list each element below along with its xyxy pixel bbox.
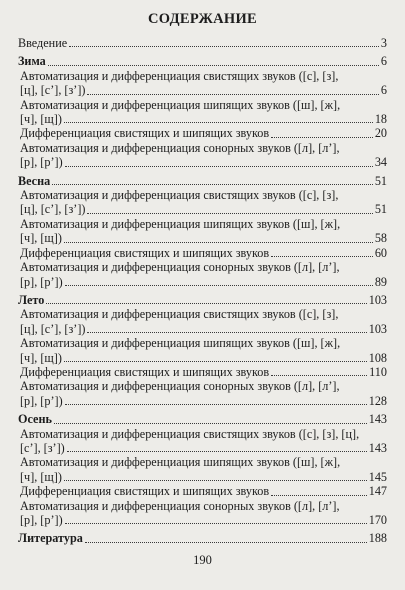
toc-entry-line: Автоматизация и дифференциация свистящих звуков ([с], [з],: [20, 188, 339, 203]
leader-dots: [64, 480, 367, 481]
toc-page-number: 143: [368, 440, 387, 455]
leader-dots: [271, 256, 373, 257]
toc-section-label: Весна: [18, 173, 51, 188]
leader-dots: [48, 65, 379, 66]
toc-section-label: Зима: [18, 54, 46, 69]
leader-dots: [64, 361, 367, 362]
leader-dots: [52, 184, 373, 185]
toc-entry: [18, 365, 387, 379]
toc-entry-line: Автоматизация и дифференциация свистящих звуков ([с], [з],: [20, 68, 339, 83]
toc-page-number: 3: [380, 36, 387, 50]
leader-dots: [271, 495, 367, 496]
leader-dots: [65, 523, 367, 524]
toc-entry-label: [р], [р’]): [20, 274, 63, 289]
toc-page-number: 145: [368, 469, 387, 484]
toc-page-number: 6: [380, 83, 387, 98]
toc-entry: [18, 246, 387, 260]
toc-entry-intro: [18, 36, 387, 50]
toc-page-number: 188: [368, 531, 387, 546]
toc-entry-label: [р], [р’]): [20, 155, 63, 170]
toc-page-number: 6: [380, 54, 387, 69]
toc-entry-line: Автоматизация и дифференциация сонорных звуков ([л], [л’],: [20, 498, 340, 513]
toc-entry-line: Автоматизация и дифференциация сонорных звуков ([л], [л’],: [20, 260, 340, 275]
table-of-contents: [18, 36, 387, 546]
toc-section-spring: [18, 174, 387, 188]
leader-dots: [65, 404, 367, 405]
toc-section-label: Осень: [18, 412, 52, 427]
toc-page-number: 108: [368, 350, 387, 365]
leader-dots: [271, 375, 367, 376]
toc-entry: [18, 155, 387, 169]
toc-entry: [18, 83, 387, 97]
toc-entry-label: Дифференциация свистящих и шипящих звуков: [20, 484, 270, 499]
toc-section-label: Литература: [18, 531, 83, 546]
leader-dots: [46, 303, 366, 304]
toc-entry-label: [р], [р’]): [20, 513, 63, 527]
toc-page-number: 60: [374, 245, 387, 260]
leader-dots: [69, 46, 379, 47]
leader-dots: [65, 166, 373, 167]
page-number: 190: [193, 553, 212, 567]
toc-page-number: 103: [368, 321, 387, 336]
toc-page-number: 89: [374, 274, 387, 289]
toc-entry: [18, 275, 387, 289]
toc-entry: [18, 513, 387, 527]
leader-dots: [65, 285, 373, 286]
toc-entry: [18, 322, 387, 336]
toc-entry: [18, 351, 387, 365]
toc-entry: [18, 126, 387, 140]
leader-dots: [87, 213, 372, 214]
toc-page-number: 143: [368, 412, 387, 427]
leader-dots: [64, 122, 373, 123]
toc-entry-line: Автоматизация и дифференциация сонорных звуков ([л], [л’],: [20, 379, 340, 394]
leader-dots: [54, 423, 367, 424]
toc-entry-label: [ц], [с’], [з’]): [20, 321, 86, 336]
page-title: СОДЕРЖАНИЕ: [147, 11, 258, 27]
toc-page-number: 128: [368, 393, 387, 408]
toc-entry: [18, 484, 387, 498]
leader-dots: [87, 332, 366, 333]
toc-section-summer: [18, 293, 387, 307]
toc-entry-label: [ч], [щ]): [20, 350, 62, 365]
toc-entry: [18, 470, 387, 484]
toc-entry-line: Автоматизация и дифференциация шипящих звуков ([ш], [ж],: [20, 216, 341, 231]
toc-entry: [18, 112, 387, 126]
toc-entry-label: [ц], [с’], [з’]): [20, 83, 86, 98]
toc-entry-label: [р], [р’]): [20, 393, 63, 408]
toc-entry: [18, 231, 387, 245]
toc-entry-label: [с’], [з’]): [20, 440, 65, 455]
toc-page-number: 110: [369, 364, 387, 379]
toc-entry-literature: [18, 531, 387, 545]
toc-entry-label: Дифференциация свистящих и шипящих звуков: [20, 364, 270, 379]
toc-entry-line: Автоматизация и дифференциация сонорных звуков ([л], [л’],: [20, 140, 340, 155]
toc-section-label: Лето: [18, 292, 45, 307]
toc-entry: [18, 394, 387, 408]
toc-page-number: 51: [374, 202, 387, 217]
toc-entry-line: Автоматизация и дифференциация шипящих звуков ([ш], [ж],: [20, 336, 341, 351]
toc-page-number: 170: [368, 513, 387, 527]
toc-entry-label: [ч], [щ]): [20, 231, 62, 246]
toc-entry-label: [ч], [щ]): [20, 112, 62, 127]
toc-page-number: 51: [374, 173, 387, 188]
toc-page-number: 18: [374, 112, 387, 127]
toc-page-number: 103: [368, 292, 387, 307]
toc-page-number: 58: [374, 231, 387, 246]
toc-entry-line: Автоматизация и дифференциация свистящих звуков ([с], [з], [ц],: [20, 426, 360, 441]
toc-page-number: 34: [374, 155, 387, 170]
leader-dots: [271, 137, 373, 138]
toc-section-autumn: [18, 412, 387, 426]
toc-entry-line: Автоматизация и дифференциация шипящих звуков ([ш], [ж],: [20, 97, 341, 112]
toc-page-number: 147: [368, 484, 387, 499]
toc-entry-line: Автоматизация и дифференциация шипящих звуков ([ш], [ж],: [20, 455, 341, 470]
leader-dots: [87, 94, 378, 95]
toc-entry-label: [ч], [щ]): [20, 469, 62, 484]
leader-dots: [67, 451, 367, 452]
toc-entry: [18, 441, 387, 455]
leader-dots: [85, 542, 367, 543]
toc-entry-line: Автоматизация и дифференциация свистящих звуков ([с], [з],: [20, 307, 339, 322]
toc-entry-label: Дифференциация свистящих и шипящих звуков: [20, 245, 270, 260]
toc-entry-label: [ц], [с’], [з’]): [20, 202, 86, 217]
leader-dots: [64, 242, 373, 243]
toc-section-winter: [18, 54, 387, 68]
toc-entry: [18, 202, 387, 216]
toc-entry-label: Дифференциация свистящих и шипящих звуков: [20, 126, 270, 141]
toc-page-number: 20: [374, 126, 387, 141]
toc-entry-label: Введение: [18, 36, 68, 50]
